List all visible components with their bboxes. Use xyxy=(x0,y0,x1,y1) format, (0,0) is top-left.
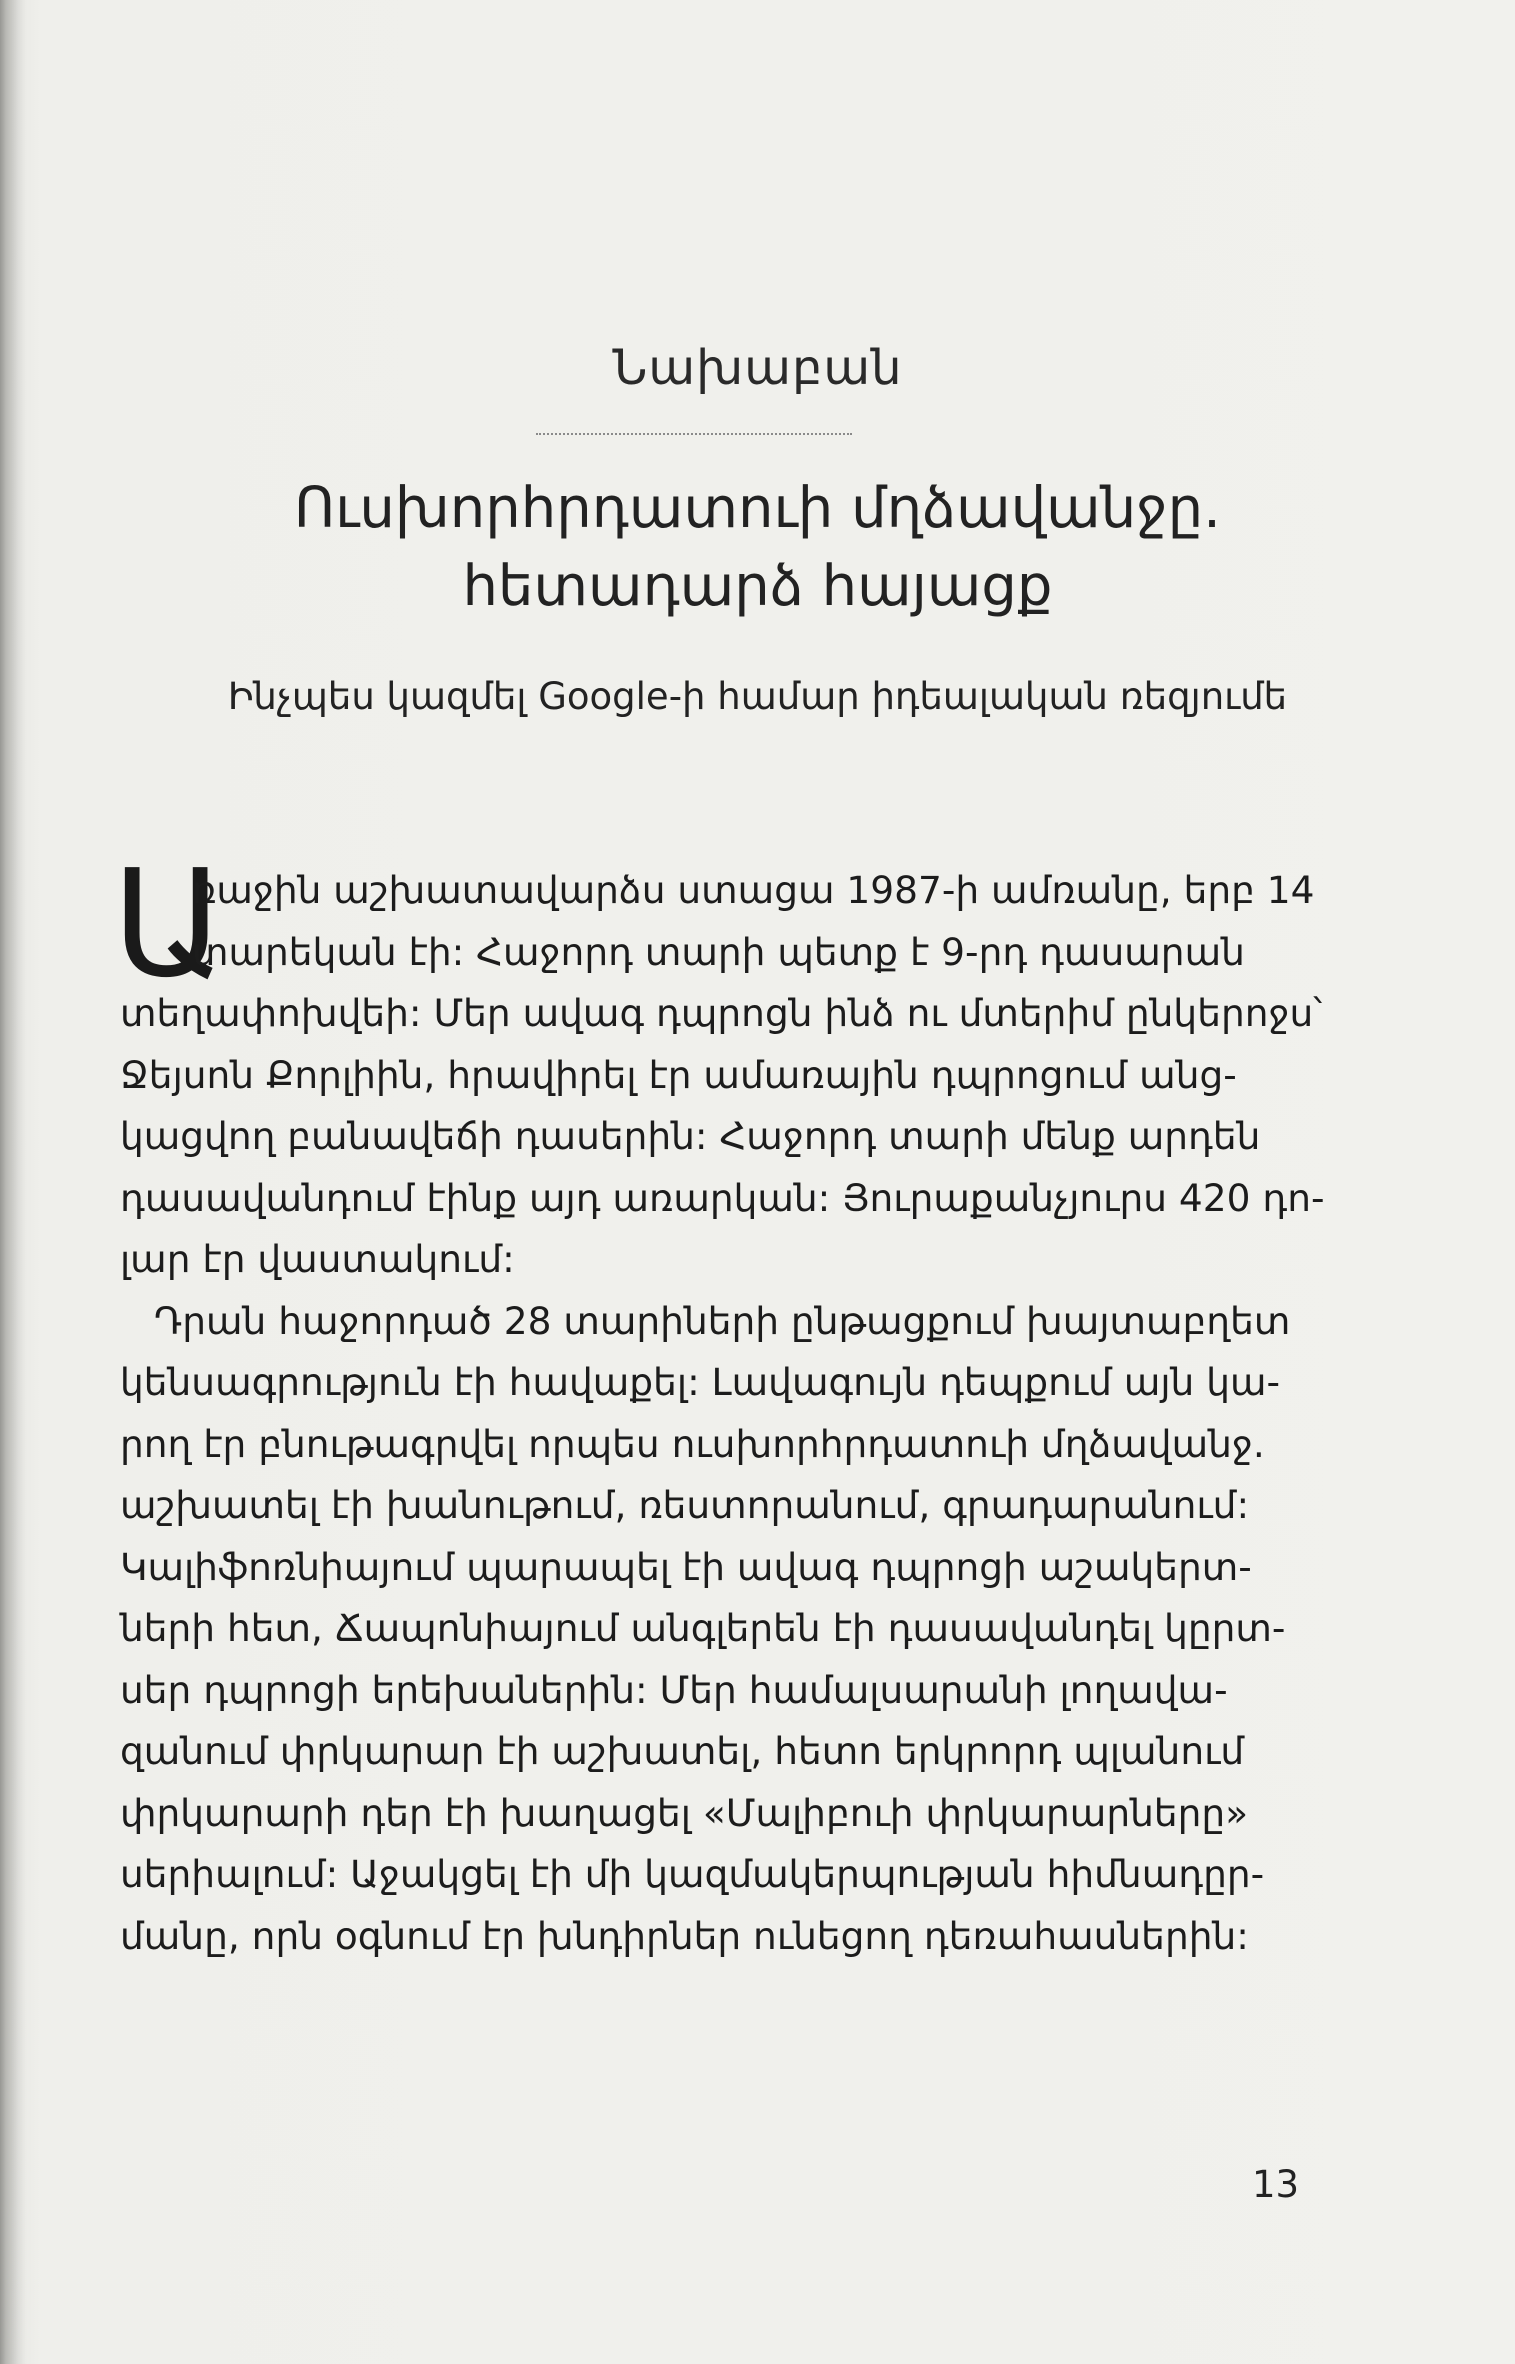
chapter-title xyxy=(0,470,1515,626)
body-line: Ջեյսոն Քորլիին, հրավիրել էր ամառային դպրոցում անց- xyxy=(120,1052,1237,1097)
body-line: տարեկան էի: Հաջորդ տարի պետք է 9-րդ դասարան xyxy=(192,929,1245,974)
drop-cap: Ա xyxy=(112,838,226,1010)
body-line: դասավանդում էինք այդ առարկան: Յուրաքանչյուրս 420 դո- xyxy=(120,1175,1325,1220)
body-line: կենսագրություն էի հավաքել: Լավագույն դեպքում այն կա- xyxy=(120,1360,1281,1404)
body-line: մանը, որն օգնում էր խնդիրներ ունեցող դեռահասներին: xyxy=(120,1913,1249,1958)
chapter-subtitle: Ինչպես կազմել Google-ի համար իդեալական ռեզյումե xyxy=(227,675,1288,718)
body-line: սերիալում: Աջակցել էի մի կազմակերպության հիմնադըր- xyxy=(120,1852,1265,1896)
body-line: Դրան հաջորդած 28 տարիների ընթացքում խայտաբղետ xyxy=(154,1298,1291,1343)
body-line: սեր դպրոցի երեխաներին: Մեր համալսարանի լողավա- xyxy=(120,1667,1228,1712)
section-divider xyxy=(536,433,852,435)
body-line: լար էր վաստակում: xyxy=(120,1237,515,1281)
body-line: փրկարարի դեր էի խաղացել «Մալիբուի փրկարարները» xyxy=(120,1790,1249,1835)
page-number: 13 xyxy=(1252,2163,1300,2206)
chapter-title-line-2: հետադարձ հայացք xyxy=(462,554,1053,619)
body-line: ների հետ, Ճապոնիայում անգլերեն էի դասավանդել կըրտ- xyxy=(120,1606,1286,1650)
body-line: ռաջին աշխատավարձս ստացա 1987-ի ամռանը, երբ 14 xyxy=(192,868,1315,912)
section-label: Նախաբան xyxy=(612,340,903,396)
chapter-title-line-1: Ուսխորհրդատուի մղձավանջը. xyxy=(294,476,1221,541)
body-line: կացվող բանավեճի դասերին: Հաջորդ տարի մենք արդեն xyxy=(120,1114,1261,1158)
body-line: զանում փրկարար էի աշխատել, հետո երկրորդ պլանում xyxy=(120,1729,1245,1773)
body-line: աշխատել էի խանութում, ռեստորանում, գրադարանում: xyxy=(120,1483,1250,1527)
body-text xyxy=(120,860,1325,1967)
body-line: Կալիֆոռնիայում պարապել էի ավագ դպրոցի աշակերտ- xyxy=(120,1544,1252,1589)
body-line: տեղափոխվեի: Մեր ավագ դպրոցն ինձ ու մտերիմ ընկերոջս՝ xyxy=(120,991,1323,1035)
body-line: րող էր բնութագրվել որպես ուսխորհրդատուի մղձավանջ. xyxy=(120,1421,1265,1466)
